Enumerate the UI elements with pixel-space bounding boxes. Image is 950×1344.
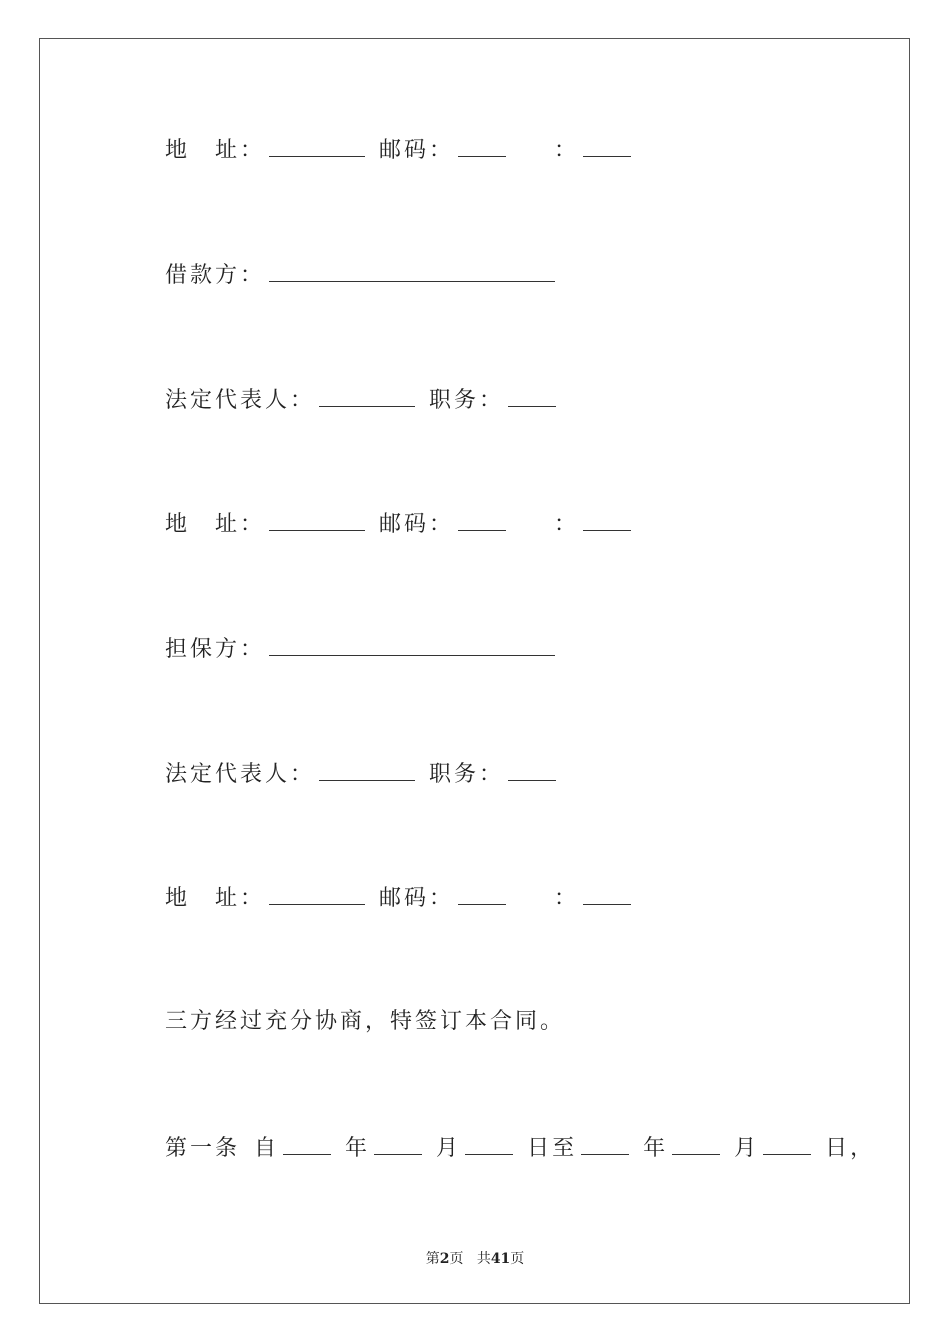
- year-label: 年: [643, 1136, 669, 1161]
- guarantor-blank[interactable]: [269, 633, 555, 656]
- address-blank[interactable]: [269, 882, 365, 905]
- month-label: 月: [436, 1136, 462, 1161]
- address-label: 地 址：: [165, 512, 266, 537]
- start-day-blank[interactable]: [465, 1132, 513, 1155]
- representative-blank[interactable]: [319, 384, 415, 407]
- position-label: 职务：: [429, 388, 505, 413]
- address-blank[interactable]: [269, 508, 365, 531]
- phone-blank[interactable]: [583, 882, 631, 905]
- phone-label: ：: [554, 512, 580, 537]
- address-label: 地 址：: [165, 138, 266, 163]
- total-prefix: 共: [476, 1251, 491, 1267]
- end-year-blank[interactable]: [581, 1132, 629, 1155]
- guarantor-row: [165, 633, 559, 663]
- year-label: 年: [345, 1136, 371, 1161]
- address-row-3: [165, 882, 635, 912]
- from-label: 自: [254, 1136, 280, 1161]
- phone-blank[interactable]: [583, 508, 631, 531]
- position-blank[interactable]: [508, 758, 556, 781]
- position-blank[interactable]: [508, 384, 556, 407]
- postcode-blank[interactable]: [458, 508, 506, 531]
- article-label: 第一条: [165, 1136, 241, 1161]
- end-day-blank[interactable]: [763, 1132, 811, 1155]
- postcode-label: 邮码：: [379, 138, 455, 163]
- postcode-label: 邮码：: [379, 512, 455, 537]
- borrower-blank[interactable]: [269, 259, 555, 282]
- borrower-row: [165, 259, 559, 289]
- address-blank[interactable]: [269, 134, 365, 157]
- total-unit: 页: [510, 1251, 525, 1267]
- page-unit: 页: [449, 1251, 464, 1267]
- document-page: [39, 38, 910, 1304]
- position-label: 职务：: [429, 762, 505, 787]
- postcode-blank[interactable]: [458, 882, 506, 905]
- article-one-row: [165, 1132, 875, 1162]
- representative-row-1: [165, 384, 560, 414]
- address-row-1: [165, 134, 635, 164]
- representative-blank[interactable]: [319, 758, 415, 781]
- address-row-2: [165, 508, 635, 538]
- page-number: 2: [439, 1251, 450, 1267]
- page-footer: [0, 1248, 950, 1268]
- guarantor-label: 担保方：: [165, 637, 266, 662]
- start-month-blank[interactable]: [374, 1132, 422, 1155]
- representative-label: 法定代表人：: [165, 762, 316, 787]
- postcode-blank[interactable]: [458, 134, 506, 157]
- borrower-label: 借款方：: [165, 263, 266, 288]
- phone-label: ：: [554, 886, 580, 911]
- end-month-blank[interactable]: [672, 1132, 720, 1155]
- day-label: 日，: [825, 1136, 876, 1161]
- representative-label: 法定代表人：: [165, 388, 316, 413]
- phone-blank[interactable]: [583, 134, 631, 157]
- phone-label: ：: [554, 138, 580, 163]
- representative-row-2: [165, 758, 560, 788]
- total-pages: 41: [490, 1251, 511, 1267]
- page-prefix: 第: [425, 1251, 440, 1267]
- address-label: 地 址：: [165, 886, 266, 911]
- postcode-label: 邮码：: [379, 886, 455, 911]
- agreement-statement: 三方经过充分协商，特签订本合同。: [165, 1009, 566, 1034]
- start-year-blank[interactable]: [283, 1132, 331, 1155]
- month-label: 月: [734, 1136, 760, 1161]
- day-to-label: 日至: [527, 1136, 578, 1161]
